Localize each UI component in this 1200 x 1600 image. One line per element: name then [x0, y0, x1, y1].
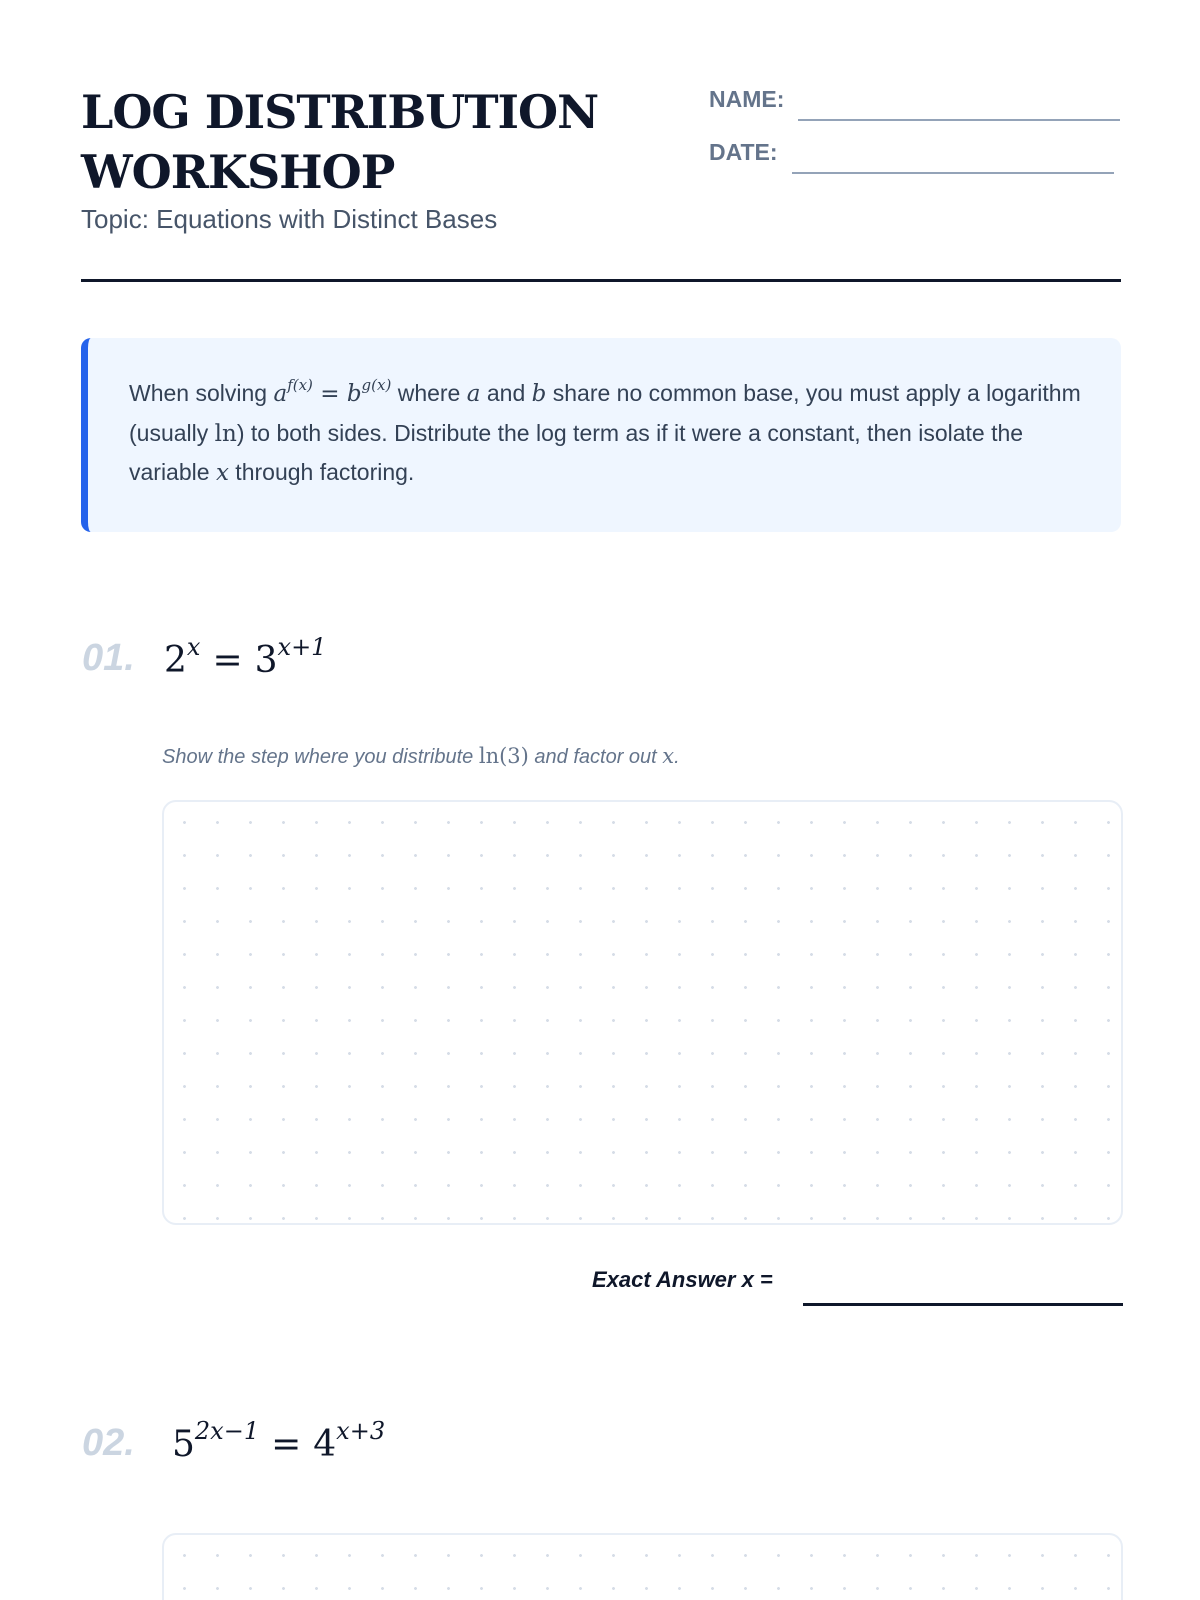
eq-exponent: x+3 — [336, 1417, 386, 1445]
date-label: DATE: — [709, 139, 778, 165]
page-title: LOG DISTRIBUTION WORKSHOP — [81, 85, 599, 199]
answer-blank-line[interactable] — [803, 1303, 1123, 1306]
math-equals: = — [312, 381, 347, 407]
math-ln: ln — [214, 420, 237, 447]
math-x: x — [215, 460, 229, 486]
math-x: x — [662, 744, 675, 768]
date-blank-line[interactable] — [792, 172, 1114, 174]
work-area[interactable] — [162, 800, 1123, 1225]
work-area[interactable] — [162, 1533, 1123, 1600]
problem-equation — [172, 1417, 386, 1465]
problem-hint — [162, 744, 680, 769]
math-a: a — [466, 381, 481, 407]
eq-base: 4 — [313, 1424, 337, 1465]
problem-number: 02. — [82, 1422, 135, 1464]
math-b: b — [346, 381, 362, 407]
header-divider — [81, 279, 1121, 282]
info-callout — [81, 338, 1121, 532]
eq-exponent: 2x−1 — [194, 1417, 260, 1445]
eq-exponent: x — [186, 633, 201, 661]
eq-base: 5 — [172, 1424, 195, 1465]
hint-text: Show the step where you distribute — [162, 746, 479, 768]
date-field[interactable] — [709, 139, 1114, 166]
info-text-part: where — [391, 380, 467, 406]
eq-base: 2 — [164, 640, 187, 681]
math-b: b — [531, 381, 547, 407]
hint-text: . — [674, 746, 680, 768]
info-text-part: and — [480, 380, 532, 406]
name-label: NAME: — [709, 86, 785, 112]
problem-number: 01. — [82, 637, 135, 679]
math-a: a — [273, 381, 288, 407]
eq-exponent: x+1 — [277, 633, 327, 661]
hint-text: and factor out — [528, 746, 663, 768]
answer-label: Exact Answer x = — [592, 1267, 773, 1292]
info-text-part: through factoring. — [228, 459, 415, 485]
page-subtitle: Topic: Equations with Distinct Bases — [81, 204, 498, 234]
math-fx: f(x) — [287, 376, 313, 394]
info-text — [129, 374, 1081, 493]
eq-operator: = — [271, 1424, 302, 1465]
math-gx: g(x) — [361, 376, 392, 394]
eq-base: 3 — [254, 640, 278, 681]
info-text-part: When solving — [129, 380, 274, 406]
problem-equation — [164, 633, 327, 681]
name-blank-line[interactable] — [798, 119, 1120, 121]
math-ln3: ln(3) — [478, 744, 529, 768]
info-text-part: share no common base, you must apply a logarithm (usually — [129, 380, 1081, 446]
name-field[interactable] — [709, 86, 1120, 113]
info-text-part: ) to both sides. Distribute the log term as if it were a constant, then isolate the variable — [129, 419, 1024, 485]
eq-operator: = — [212, 640, 243, 681]
